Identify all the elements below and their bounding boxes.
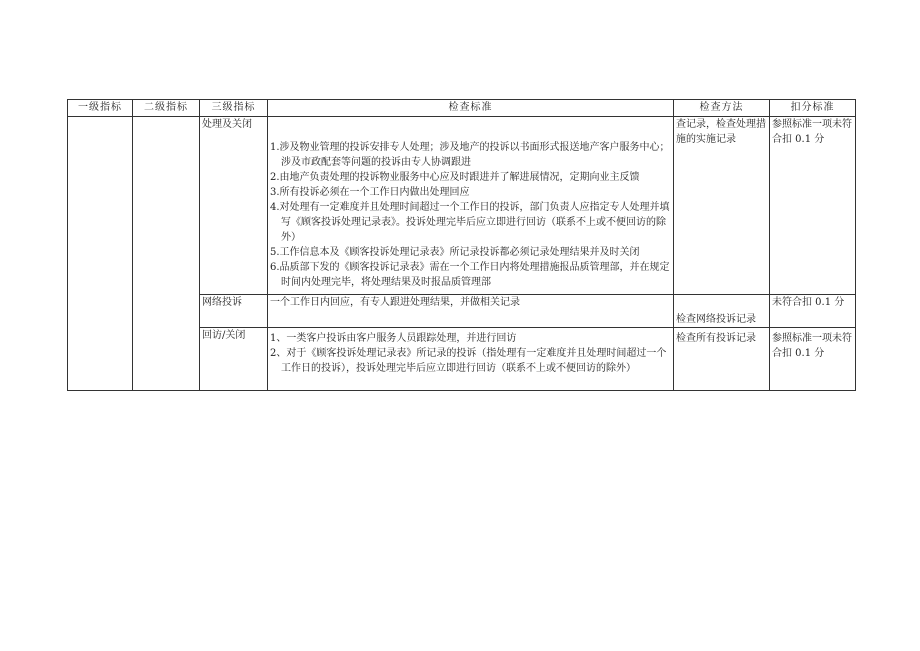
- deduction-cell: 参照标准一项未符合扣 0.1 分: [770, 117, 856, 295]
- level1-cell: [68, 117, 133, 391]
- level3-cell: 回访/关闭: [200, 328, 268, 391]
- method-text: 检查所有投诉记录: [676, 333, 756, 344]
- deduction-text: 参照标准一项未符合扣 0.1 分: [772, 333, 852, 359]
- level3-cell: 网络投诉: [200, 295, 268, 328]
- standard-item: 一个工作日内回应，有专人跟进处理结果，并做相关记录: [270, 297, 520, 308]
- header-level2: 二级指标: [133, 100, 200, 117]
- header-level3: 三级指标: [200, 100, 268, 117]
- standard-item: 6.品质部下发的《顾客投诉记录表》需在一个工作日内将处理措施报品质管理部，并在规定时间内处理完毕，将处理结果及时报品质管理部: [270, 262, 670, 288]
- header-level1: 一级指标: [68, 100, 133, 117]
- header-method: 检查方法: [674, 100, 770, 117]
- standard-item: 1.涉及物业管理的投诉安排专人处理；涉及地产的投诉以书面形式报送地产客户服务中心；涉及市政配套等问题的投诉由专人协调跟进: [270, 142, 670, 168]
- header-standard: 检查标准: [268, 100, 674, 117]
- standard-item: 1、一类客户投诉由客户服务人员跟踪处理，并进行回访: [270, 333, 517, 344]
- standard-item: 5.工作信息本及《顾客投诉处理记录表》所记录投诉都必须记录处理结果并及时关闭: [270, 247, 640, 258]
- deduction-cell: 未符合扣 0.1 分: [770, 295, 856, 328]
- method-cell: [674, 295, 770, 328]
- standard-cell: [268, 295, 674, 328]
- method-cell: 查记录，检查处理措施的实施记录: [674, 117, 770, 295]
- table-row: [68, 117, 856, 295]
- method-cell: [674, 328, 770, 391]
- standard-cell: [268, 328, 674, 391]
- inspection-standards-table: [67, 99, 856, 391]
- standard-item: 2、对于《顾客投诉处理记录表》所记录的投诉（指处理有一定难度并且处理时间超过一个工作日的投诉），投诉处理完毕后应立即进行回访（联系不上或不便回访的除外）: [270, 348, 667, 374]
- standard-item: 3.所有投诉必须在一个工作日内做出处理回应: [270, 187, 470, 198]
- level2-cell: [133, 117, 200, 391]
- method-text: 检查网络投诉记录: [676, 314, 756, 325]
- level3-cell: 处理及关闭: [200, 117, 268, 295]
- standard-item: 2.由地产负责处理的投诉物业服务中心应及时跟进并了解进展情况，定期向业主反馈: [270, 172, 640, 183]
- standard-cell: [268, 117, 674, 295]
- table-header-row: [68, 100, 856, 117]
- header-deduction: 扣分标准: [770, 100, 856, 117]
- standard-item: 4.对处理有一定难度并且处理时间超过一个工作日的投诉，部门负责人应指定专人处理并填写《顾客投诉处理记录表》。投诉处理完毕后应立即进行回访（联系不上或不便回访的除外）: [270, 202, 670, 243]
- deduction-cell: [770, 328, 856, 391]
